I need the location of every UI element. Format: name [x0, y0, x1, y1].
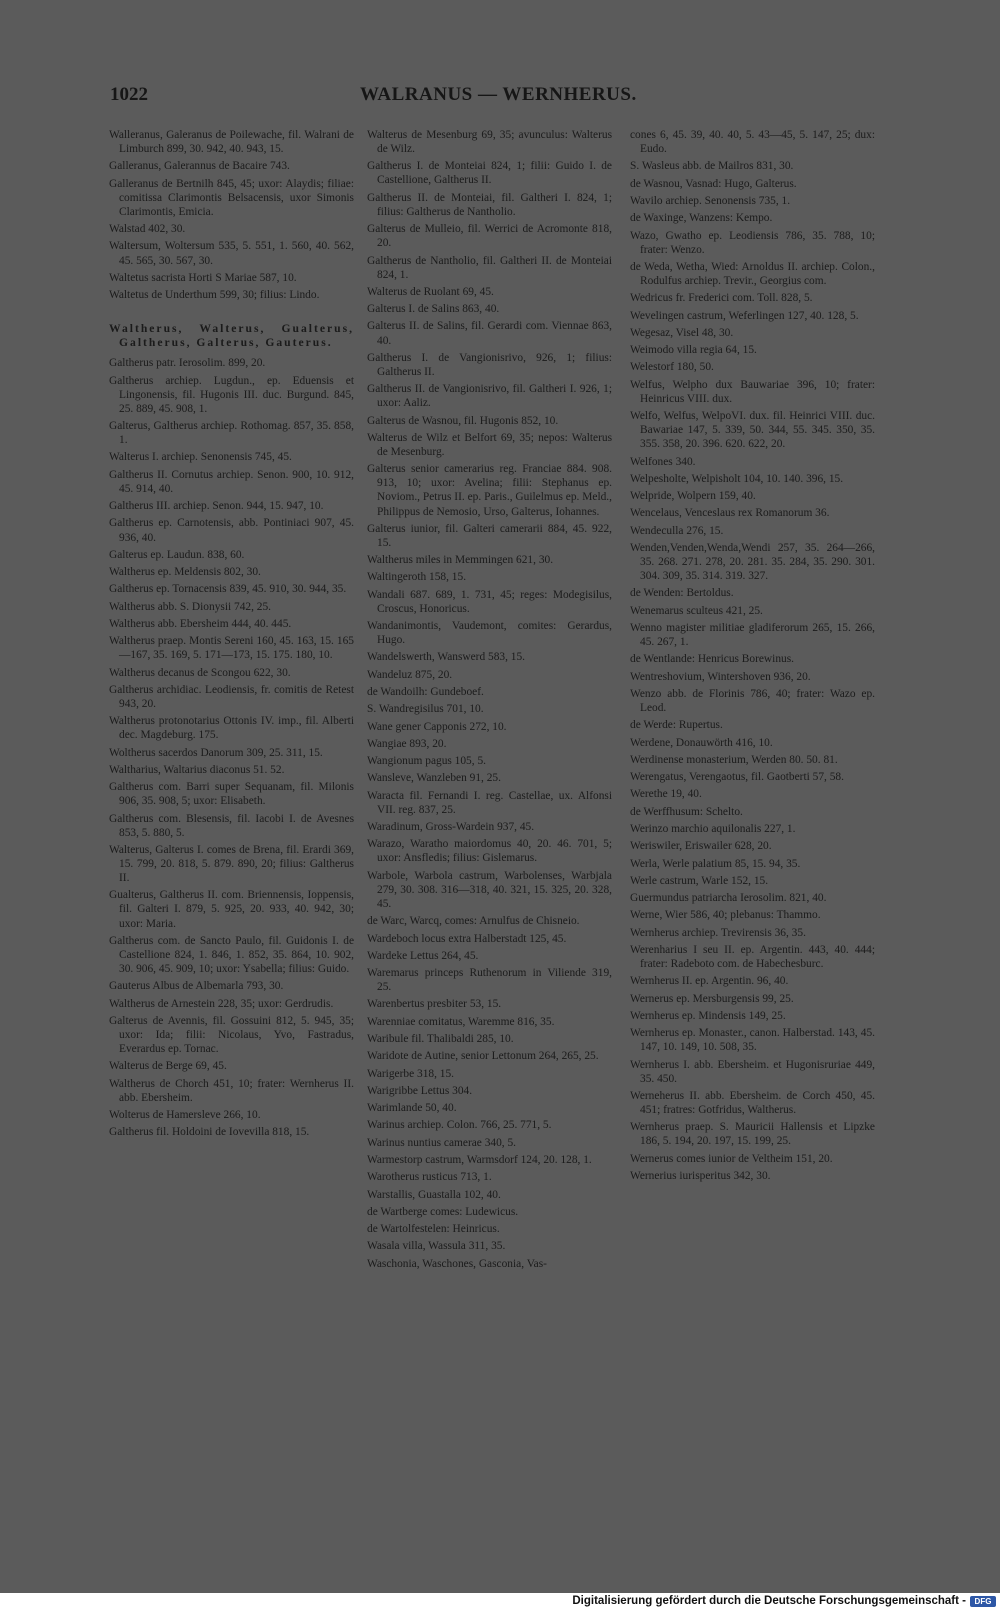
index-entry: Warenbertus presbiter 53, 15. [367, 998, 502, 1011]
index-entry: Wavilo archiep. Senonensis 735, 1. [630, 194, 791, 207]
index-entry: Waltherus protonotarius Ottonis IV. imp., fil. Alberti dec. Magdeburg. 175. [109, 715, 354, 742]
index-entry: Werethe 19, 40. [630, 788, 702, 801]
index-entry: Woltherus sacerdos Danorum 309, 25. 311, 15. [109, 746, 323, 759]
index-entry: de Werffhusum: Schelto. [630, 805, 743, 818]
index-entry: Galterus II. de Salins, fil. Gerardi com. Viennae 863, 40. [367, 320, 612, 347]
index-entry: Wencelaus, Venceslaus rex Romanorum 36. [630, 507, 830, 520]
index-entry: Welpesholte, Welpisholt 104, 10. 140. 396, 15. [630, 472, 844, 485]
index-entry: Werinzo marchio aquilonalis 227, 1. [630, 822, 796, 835]
index-entry: Walleranus, Galeranus de Poilewache, fil. Walrani de Limburch 899, 30. 942, 40. 943, 15. [109, 129, 354, 156]
index-entry: Galtherus ep. Tornacensis 839, 45. 910, 30. 944, 35. [109, 583, 347, 596]
page-header [0, 84, 1000, 114]
index-entry: Werle castrum, Warle 152, 15. [630, 874, 769, 887]
index-entry: Warstallis, Guastalla 102, 40. [367, 1188, 501, 1201]
index-entry: Waltharius, Waltarius diaconus 51. 52. [109, 763, 285, 776]
index-entry: Galtherus I. de Vangionisrivo, 926, 1; filius: Galtherus II. [367, 351, 612, 378]
index-entry: Welestorf 180, 50. [630, 361, 714, 374]
index-entry: Werdinense monasterium, Werden 80. 50. 81. [630, 753, 838, 766]
index-entry: Wandeluz 875, 20. [367, 668, 453, 681]
index-entry: Waltherus decanus de Scongou 622, 30. [109, 666, 291, 679]
index-entry: Walterus de Wilz et Belfort 69, 35; nepos: Walterus de Mesenburg. [367, 431, 612, 458]
index-entry: Walstad 402, 30. [109, 223, 186, 236]
index-entry: Waltetus de Underthum 599, 30; filius: Lindo. [109, 289, 320, 302]
index-entry: Wenden,Venden,Wenda,Wendi 257, 35. 264—266, 35. 268. 271. 278, 20. 281. 35. 284, 35. 290. 301. 304. 309, 35. 314. 319. 327. [630, 541, 875, 583]
index-entry: Waltherus de Chorch 451, 10; frater: Wernherus II. abb. Ebersheim. [109, 1077, 354, 1104]
index-entry: Waschonia, Waschones, Gasconia, Vas- [367, 1257, 547, 1270]
index-entry: Werengatus, Verengaotus, fil. Gaotberti 57, 58. [630, 771, 844, 784]
index-entry: Walterus, Galterus I. comes de Brena, fil. Erardi 369, 15. 799, 20. 818, 5. 879. 890, 20; filius: Galtherus II. [109, 843, 354, 885]
index-entry: Wedricus fr. Frederici com. Toll. 828, 5. [630, 292, 813, 305]
index-entry: de Wenden: Bertoldus. [630, 587, 734, 600]
index-entry: cones 6, 45. 39, 40. 40, 5. 43—45, 5. 147, 25; dux: Eudo. [630, 129, 875, 156]
index-entry: Gauterus Albus de Albemarla 793, 30. [109, 980, 284, 993]
index-entry: Galterus de Avennis, fil. Gossuini 812, 5. 945, 35; uxor: Ida; filii: Nicolaus, Yvo, Fastradus, Everardus ep. Tornac. [109, 1014, 354, 1056]
index-entry: Welpride, Wolpern 159, 40. [630, 490, 756, 503]
index-entry: Warotherus rusticus 713, 1. [367, 1171, 492, 1184]
index-entry: Galterus iunior, fil. Galteri camerarii 884, 45. 922, 15. [367, 522, 612, 549]
index-entry: Galtherus com. Barri super Sequanam, fil. Milonis 906, 35. 908, 5; uxor: Elisabeth. [109, 781, 354, 808]
index-entry: Warenniae comitatus, Waremme 816, 35. [367, 1015, 555, 1028]
index-entry: Galterus, Galtherus archiep. Rothomag. 857, 35. 858, 1. [109, 420, 354, 447]
index-entry: Galterus ep. Laudun. 838, 60. [109, 548, 245, 561]
index-column-middle [367, 128, 612, 1274]
index-entry: Werenharius I seu II. ep. Argentin. 443, 40. 444; frater: Radeboto com. de Habechesburc. [630, 943, 875, 970]
index-entry: Wenemarus sculteus 421, 25. [630, 604, 763, 617]
index-entry: Wernherus ep. Monaster., canon. Halberstad. 143, 45. 147, 10. 149, 10. 508, 35. [630, 1027, 875, 1054]
index-entry: Galtherus I. de Monteiai 824, 1; filii: Guido I. de Castellione, Galtherus II. [367, 160, 612, 187]
index-entry: de Wentlande: Henricus Borewinus. [630, 653, 794, 666]
index-entry: Warigerbe 318, 15. [367, 1067, 455, 1080]
index-entry: Wane gener Capponis 272, 10. [367, 720, 507, 733]
index-entry: Wardeke Lettus 264, 45. [367, 949, 479, 962]
index-entry: de Wasnou, Vasnad: Hugo, Galterus. [630, 177, 797, 190]
index-entry: Galterus de Wasnou, fil. Hugonis 852, 10. [367, 414, 559, 427]
index-entry: Galterus senior camerarius reg. Franciae 884. 908. 913, 10; uxor: Avelina; filii: Stephanus ep. Noviom., Petrus II. ep. Paris., Guilelmus ep. Meld., Philippus de Nemosio, Urso, Galterus, Iohannes. [367, 463, 612, 518]
index-entry: Waradinum, Gross-Wardein 937, 45. [367, 821, 535, 834]
index-entry: Warinus nuntius camerae 340, 5. [367, 1136, 517, 1149]
index-entry: Galterus I. de Salins 863, 40. [367, 303, 500, 316]
index-entry: S. Wasleus abb. de Mailros 831, 30. [630, 160, 794, 173]
index-entry: Warigribbe Lettus 304. [367, 1084, 473, 1097]
index-entry: Galtherus patr. Ierosolim. 899, 20. [109, 357, 266, 370]
index-entry: Galtherus archiep. Lugdun., ep. Eduensis et Lingonensis, fil. Hugonis III. duc. Burgund. 845, 25. 889, 45. 908, 1. [109, 374, 354, 415]
index-entry: Galtherus archidiac. Leodiensis, fr. comitis de Retest 943, 20. [109, 683, 354, 710]
index-entry: Weimodo villa regia 64, 15. [630, 344, 757, 357]
index-entry: Galtherus com. Blesensis, fil. Iacobi I. de Avesnes 853, 5. 880, 5. [109, 812, 354, 839]
index-entry: Wenzo abb. de Florinis 786, 40; frater: Wazo ep. Leod. [630, 687, 875, 714]
index-entry: Warazo, Waratho maiordomus 40, 20. 46. 701, 5; uxor: Ansfledis; filius: Gislemarus. [367, 838, 612, 865]
index-entry: Wernherus archiep. Trevirensis 36, 35. [630, 926, 806, 939]
index-entry: Wernherus II. ep. Argentin. 96, 40. [630, 975, 789, 988]
index-entry: Wernherus praep. S. Mauricii Hallensis et Lipzke 186, 5. 194, 20. 197, 15. 199, 25. [630, 1121, 875, 1148]
index-entry: Warmestorp castrum, Warmsdorf 124, 20. 128, 1. [367, 1153, 592, 1166]
index-entry: Wegesaz, Visel 48, 30. [630, 326, 734, 339]
index-entry: Galtherus II. de Vangionisrivo, fil. Galtheri I. 926, 1; uxor: Aaliz. [367, 383, 612, 410]
index-entry: Wasala villa, Wassula 311, 35. [367, 1240, 506, 1253]
index-entry: de Warc, Warcq, comes: Arnulfus de Chisneio. [367, 915, 580, 928]
index-entry: Galtherus III. archiep. Senon. 944, 15. 947, 10. [109, 500, 324, 513]
index-entry: de Wartberge comes: Ludewicus. [367, 1205, 519, 1218]
index-entry: Galterus de Mulleio, fil. Werrici de Acromonte 818, 20. [367, 223, 612, 250]
index-entry: Werneherus II. abb. Ebersheim. de Corch 450, 45. 451; fratres: Gotfridus, Waltherus. [630, 1089, 875, 1116]
index-column-left [109, 128, 354, 1143]
index-entry: Werla, Werle palatium 85, 15. 94, 35. [630, 857, 801, 870]
index-entry: de Waxinge, Wanzens: Kempo. [630, 212, 773, 225]
index-entry: Werdene, Donauwörth 416, 10. [630, 736, 773, 749]
index-entry: Welfones 340. [630, 455, 696, 468]
index-entry: Werne, Wier 586, 40; plebanus: Thammo. [630, 909, 821, 922]
index-entry: Wolterus de Hamersleve 266, 10. [109, 1109, 261, 1121]
index-entry: Waribule fil. Thalibaldi 285, 10. [367, 1033, 514, 1045]
index-entry: de Wandoilh: Gundeboef. [367, 686, 484, 699]
index-entry: Galleranus, Galerannus de Bacaire 743. [109, 160, 290, 173]
section-heading: Waltherus, Walterus, Gualterus, Galtherus, Galterus, Gauterus. [109, 322, 354, 350]
index-entry: Waltingeroth 158, 15. [367, 571, 467, 584]
index-entry: Wangiae 893, 20. [367, 737, 447, 750]
index-entry: Waltherus abb. Ebersheim 444, 40. 445. [109, 617, 292, 630]
index-column-right [630, 128, 875, 1186]
index-entry: Guermundus patriarcha Ierosolim. 821, 40. [630, 892, 827, 905]
index-entry: Gualterus, Galtherus II. com. Briennensis, Ioppensis, fil. Galteri I. 879, 5. 925, 20. 933, 40. 942, 30; uxor: Maria. [109, 889, 354, 930]
index-entry: Wendeculla 276, 15. [630, 524, 724, 537]
footer-bar [0, 1593, 1000, 1611]
index-entry: Waltherus ep. Meldensis 802, 30. [109, 566, 261, 579]
index-entry: Welfus, Welpho dux Bauwariae 396, 10; frater: Heinricus VIII. dux. [630, 378, 875, 405]
index-entry: Waremarus princeps Ruthenorum in Viliende 319, 25. [367, 967, 612, 994]
index-entry: Wandelswerth, Wanswerd 583, 15. [367, 651, 526, 664]
page-number: 1022 [110, 84, 148, 105]
index-entry: Warimlande 50, 40. [367, 1102, 457, 1115]
index-entry: Wardeboch locus extra Halberstadt 125, 45. [367, 932, 567, 945]
index-entry: Walterus de Ruolant 69, 45. [367, 285, 494, 298]
index-entry: de Weda, Wetha, Wied: Arnoldus II. archiep. Colon., Rodulfus archiep. Trevir., Georgius com. [630, 260, 875, 287]
index-entry: Galtherus de Nantholio, fil. Galtheri II. de Monteiai 824, 1. [367, 254, 612, 281]
index-entry: Weriswiler, Eriswailer 628, 20. [630, 840, 772, 853]
index-entry: Wentreshovium, Wintershoven 936, 20. [630, 670, 811, 683]
index-entry: Galtherus com. de Sancto Paulo, fil. Guidonis I. de Castellione 824, 1. 846, 1. 852, 35. 864, 10. 902, 30. 906, 45. 909, 10; uxor: Ysabella; filius: Guido. [109, 934, 354, 976]
index-entry: Galtherus II. Cornutus archiep. Senon. 900, 10. 912, 45. 914, 40. [109, 468, 354, 495]
index-entry: Wevelingen castrum, Weferlingen 127, 40. 128, 5. [630, 309, 859, 322]
index-entry: Waltersum, Woltersum 535, 5. 551, 1. 560, 40. 562, 45. 565, 30. 567, 30. [109, 240, 354, 267]
index-entry: Warinus archiep. Colon. 766, 25. 771, 5. [367, 1119, 552, 1132]
index-entry: Waltherus abb. S. Dionysii 742, 25. [109, 600, 272, 613]
index-entry: de Wartolfestelen: Heinricus. [367, 1223, 500, 1236]
running-title: WALRANUS — WERNHERUS. [360, 84, 637, 105]
index-entry: Wansleve, Wanzleben 91, 25. [367, 772, 501, 785]
index-entry: Warbole, Warbola castrum, Warbolenses, Warbjala 279, 30. 308. 316—318, 40. 321, 15. 325, 20. 328, 45. [367, 869, 612, 910]
index-entry: Galleranus de Bertnilh 845, 45; uxor: Alaydis; filiae: comitissa Clarimontis Belsacensis, uxor Simonis Clarimontis, Emicia. [109, 177, 354, 218]
index-entry: Wangionum pagus 105, 5. [367, 755, 486, 768]
index-entry: Wernerus comes iunior de Veltheim 151, 20. [630, 1152, 833, 1165]
index-entry: S. Wandregisilus 701, 10. [367, 703, 484, 716]
index-entry: Wenno magister militiae gladiferorum 265, 15. 266, 45. 267, 1. [630, 621, 875, 649]
index-entry: Wandanimontis, Vaudemont, comites: Gerardus, Hugo. [367, 620, 612, 647]
index-entry: de Werde: Rupertus. [630, 719, 723, 732]
index-entry: Walterus de Berge 69, 45. [109, 1060, 227, 1073]
index-entry: Galtherus II. de Monteiai, fil. Galtheri I. 824, 1; filius: Galtherus de Nantholio. [367, 191, 612, 218]
index-entry: Welfo, Welfus, WelpoVI. dux. fil. Heinrici VIII. duc. Bawariae 147, 5. 339, 50. 344, 55. 345. 350, 35. 355. 358, 20. 396. 620. 622, 20. [630, 410, 875, 451]
index-entry: Wernherus I. abb. Ebersheim. et Hugonisruriae 449, 35. 450. [630, 1058, 875, 1085]
index-entry: Waltherus miles in Memmingen 621, 30. [367, 554, 554, 567]
dfg-logo-icon: DFG [970, 1596, 996, 1607]
index-entry: Wazo, Gwatho ep. Leodiensis 786, 35. 788, 10; frater: Wenzo. [630, 229, 875, 256]
index-entry: Wernherus ep. Mindensis 149, 25. [630, 1009, 786, 1022]
index-entry: Walterus I. archiep. Senonensis 745, 45. [109, 451, 292, 464]
index-entry: Wandali 687. 689, 1. 731, 45; reges: Modegisilus, Croscus, Honoricus. [367, 588, 612, 615]
index-entry: Waltherus de Arnestein 228, 35; uxor: Gerdrudis. [109, 997, 334, 1010]
index-entry: Waltetus sacrista Horti S Mariae 587, 10. [109, 271, 297, 284]
index-entry: Galtherus fil. Holdoini de Iovevilla 818, 15. [109, 1126, 310, 1139]
funding-credit: Digitalisierung gefördert durch die Deutsche Forschungsgemeinschaft - [572, 1595, 966, 1607]
index-entry: Waracta fil. Fernandi I. reg. Castellae, ux. Alfonsi VII. reg. 837, 25. [367, 789, 612, 816]
index-entry: Galtherus ep. Carnotensis, abb. Pontiniaci 907, 45. 936, 40. [109, 517, 354, 544]
index-entry: Waltherus praep. Montis Sereni 160, 45. 163, 15. 165—167, 35. 169, 5. 171—173, 15. 175. 180, 10. [109, 635, 354, 662]
index-entry: Walterus de Mesenburg 69, 35; avunculus: Walterus de Wilz. [367, 129, 612, 156]
index-entry: Waridote de Autine, senior Lettonum 264, 265, 25. [367, 1050, 599, 1063]
index-entry: Wernerus ep. Mersburgensis 99, 25. [630, 992, 794, 1005]
index-entry: Wernerius iurisperitus 342, 30. [630, 1169, 771, 1182]
